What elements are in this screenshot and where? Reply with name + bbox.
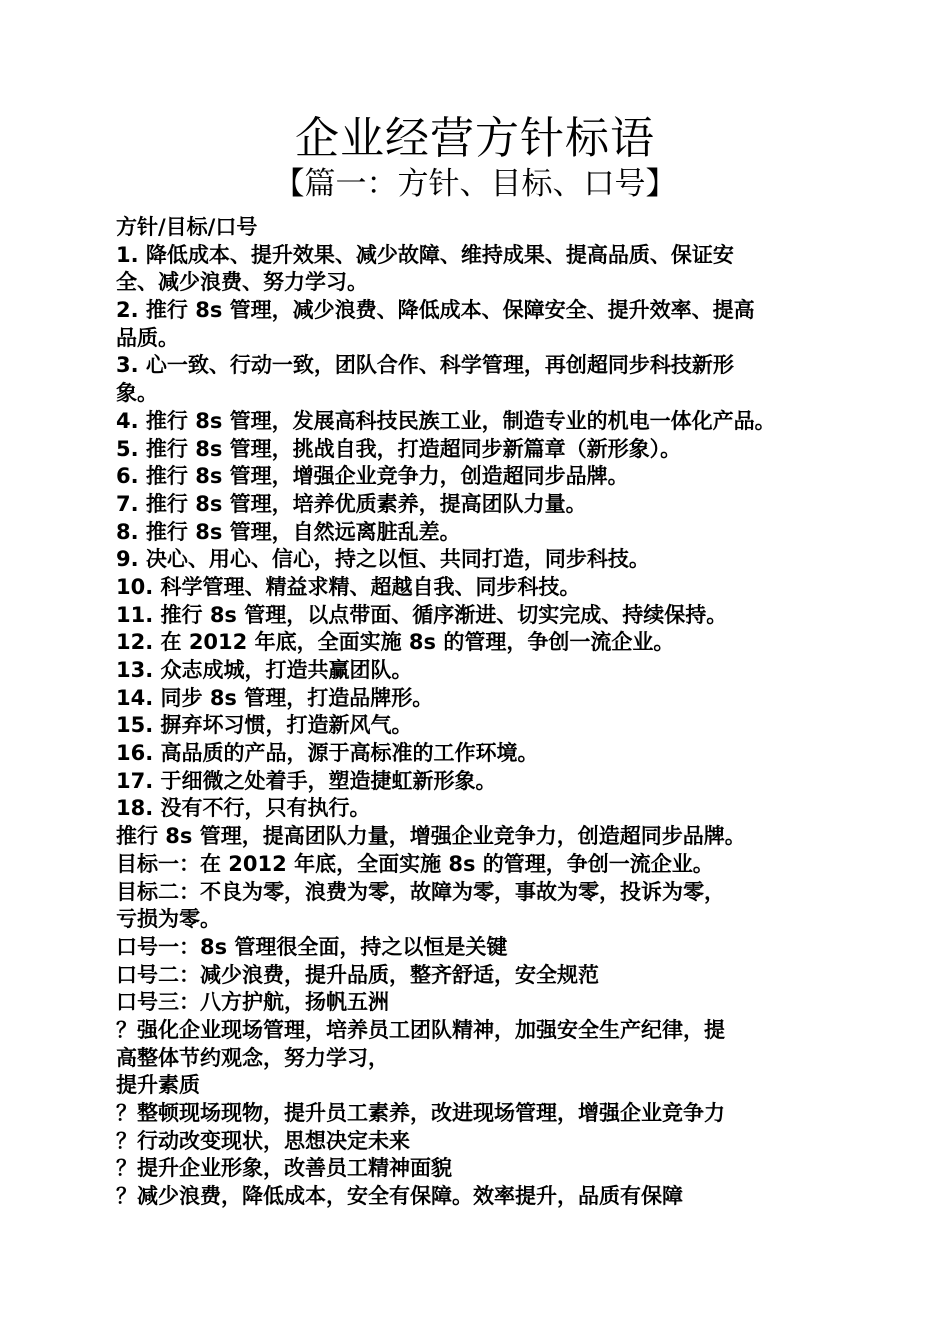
text-line: 18. 没有不行，只有执行。 (116, 796, 371, 821)
text-line: 亏损为零。 (116, 907, 221, 932)
text-line: 2. 推行 8s 管理，减少浪费、降低成本、保障安全、提升效率、提高 (116, 298, 755, 323)
page-title: 企业经营方针标语 (295, 113, 655, 164)
text-line: 13. 众志成城，打造共赢团队。 (116, 658, 413, 682)
text-line: 品质。 (116, 325, 179, 350)
text-line: 6. 推行 8s 管理，增强企业竞争力，创造超同步品牌。 (116, 464, 629, 489)
text-line: 14. 同步 8s 管理，打造品牌形。 (116, 685, 434, 710)
text-line: ？行动改变现状，思想决定未来 (116, 1128, 410, 1153)
page-subtitle: 【篇一：方针、目标、口号】 (273, 166, 677, 202)
text-line: 12. 在 2012 年底，全面实施 8s 的管理，争创一流企业。 (116, 630, 675, 655)
text-line: 4. 推行 8s 管理，发展高科技民族工业，制造专业的机电一体化产品。 (116, 408, 776, 433)
text-line: 16. 高品质的产品，源于高标准的工作环境。 (116, 741, 539, 766)
text-line: ？强化企业现场管理，培养员工团队精神，加强安全生产纪律，提 (116, 1017, 725, 1042)
text-line: 全、减少浪费、努力学习。 (116, 270, 368, 295)
text-line: 口号三：八方护航，扬帆五洲 (116, 990, 389, 1015)
text-line: 口号一：8s 管理很全面，持之以恒是关键 (116, 934, 508, 959)
text-line: 提升素质 (116, 1073, 200, 1098)
text-line: 10. 科学管理、精益求精、超越自我、同步科技。 (116, 574, 581, 599)
text-line: 口号二：减少浪费，提升品质，整齐舒适，安全规范 (116, 962, 599, 987)
text-line: 目标二：不良为零，浪费为零，故障为零，事故为零，投诉为零， (116, 879, 725, 904)
text-line: 9. 决心、用心、信心，持之以恒、共同打造，同步科技。 (116, 547, 650, 572)
text-line: 高整体节约观念，努力学习， (116, 1045, 389, 1070)
text-line: 7. 推行 8s 管理，培养优质素养，提高团队力量。 (116, 491, 587, 516)
slogan-list (116, 214, 846, 1211)
text-line: 1. 降低成本、提升效果、减少故障、维持成果、提高品质、保证安 (116, 242, 734, 267)
text-line: 15. 摒弃坏习惯，打造新风气。 (116, 713, 413, 738)
text-line: 8. 推行 8s 管理，自然远离脏乱差。 (116, 519, 461, 544)
text-line: 3. 心一致、行动一致，团队合作、科学管理，再创超同步科技新形 (116, 353, 734, 378)
text-line: 方针/目标/口号 (116, 215, 258, 239)
text-line: 目标一：在 2012 年底，全面实施 8s 的管理，争创一流企业。 (116, 851, 714, 876)
text-line: 5. 推行 8s 管理，挑战自我，打造超同步新篇章（新形象）。 (116, 436, 682, 461)
text-line: ？整顿现场现物，提升员工素养，改进现场管理，增强企业竞争力 (116, 1101, 725, 1125)
text-line: 推行 8s 管理，提高团队力量，增强企业竞争力，创造超同步品牌。 (116, 824, 746, 849)
text-line: 象。 (116, 381, 158, 406)
text-line: 17. 于细微之处着手，塑造捷虹新形象。 (116, 768, 497, 793)
text-line: 11. 推行 8s 管理，以点带面、循序渐进、切实完成、持续保持。 (116, 602, 728, 627)
text-line: ？减少浪费，降低成本，安全有保障。效率提升，品质有保障 (116, 1184, 683, 1209)
text-line: ？提升企业形象，改善员工精神面貌 (116, 1156, 452, 1181)
